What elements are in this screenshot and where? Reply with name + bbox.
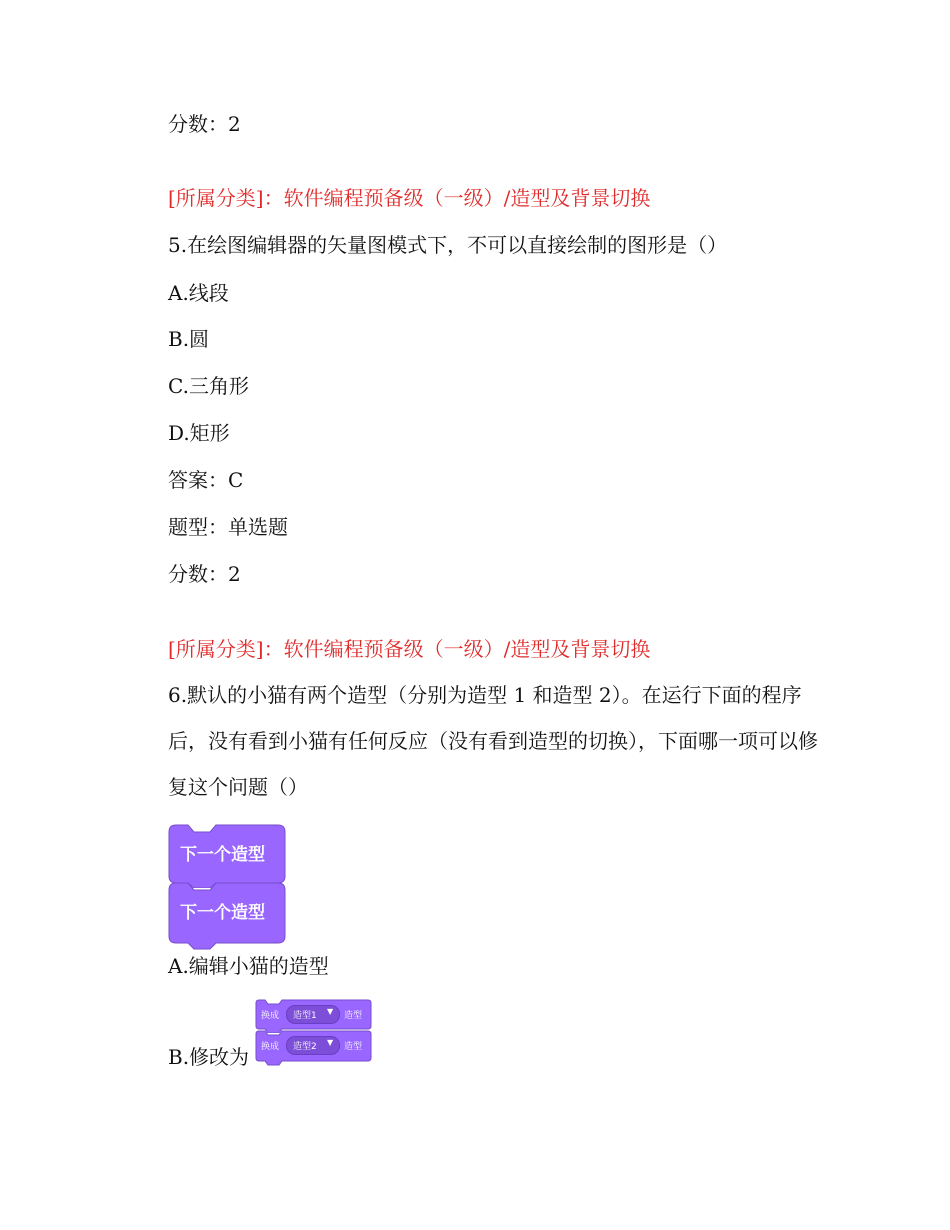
switch-costume-block-1 bbox=[255, 999, 372, 1033]
q5-score: 分数：2 bbox=[168, 562, 241, 586]
block-label: 下一个造型 bbox=[180, 845, 265, 865]
costume-dropdown[interactable] bbox=[286, 1005, 340, 1024]
block-suffix: 造型 bbox=[344, 1011, 363, 1021]
program-block-next-costume-2 bbox=[168, 882, 286, 946]
q6-question: 6.默认的小猫有两个造型（分别为造型 1 和造型 2）。在运行下面的程序后，没有看到小猫有任何反应（没有看到造型的切换），下面哪一项可以修复这个问题（） bbox=[168, 683, 818, 799]
q5-option-b: B.圆 bbox=[168, 327, 210, 351]
q6-category: [所属分类]：软件编程预备级（一级）/造型及背景切换 bbox=[168, 637, 651, 661]
dropdown-caret-icon: ▼ bbox=[327, 1007, 334, 1016]
block-prefix: 换成 bbox=[261, 1042, 280, 1052]
block-label: 下一个造型 bbox=[180, 903, 265, 923]
top-score: 分数：2 bbox=[168, 112, 241, 136]
block-suffix: 造型 bbox=[344, 1042, 363, 1052]
costume-dropdown[interactable] bbox=[286, 1036, 340, 1055]
switch-costume-block-2 bbox=[255, 1030, 372, 1064]
q6-option-a: A.编辑小猫的造型 bbox=[168, 954, 329, 978]
q6-option-b: B.修改为 bbox=[168, 1045, 250, 1069]
block-prefix: 换成 bbox=[261, 1011, 280, 1021]
q5-option-c: C.三角形 bbox=[168, 374, 249, 398]
costume-dropdown-value: 造型1 bbox=[293, 1011, 317, 1021]
q5-answer: 答案：C bbox=[168, 468, 244, 492]
program-block-next-costume-1 bbox=[168, 824, 286, 888]
q5-type: 题型：单选题 bbox=[168, 515, 288, 539]
costume-dropdown-value: 造型2 bbox=[293, 1042, 317, 1052]
q5-option-a: A.线段 bbox=[168, 281, 229, 305]
q5-option-d: D.矩形 bbox=[168, 421, 230, 445]
q5-category: [所属分类]：软件编程预备级（一级）/造型及背景切换 bbox=[168, 186, 651, 210]
q5-question: 5.在绘图编辑器的矢量图模式下，不可以直接绘制的图形是（） bbox=[168, 233, 728, 257]
dropdown-caret-icon: ▼ bbox=[327, 1038, 334, 1047]
